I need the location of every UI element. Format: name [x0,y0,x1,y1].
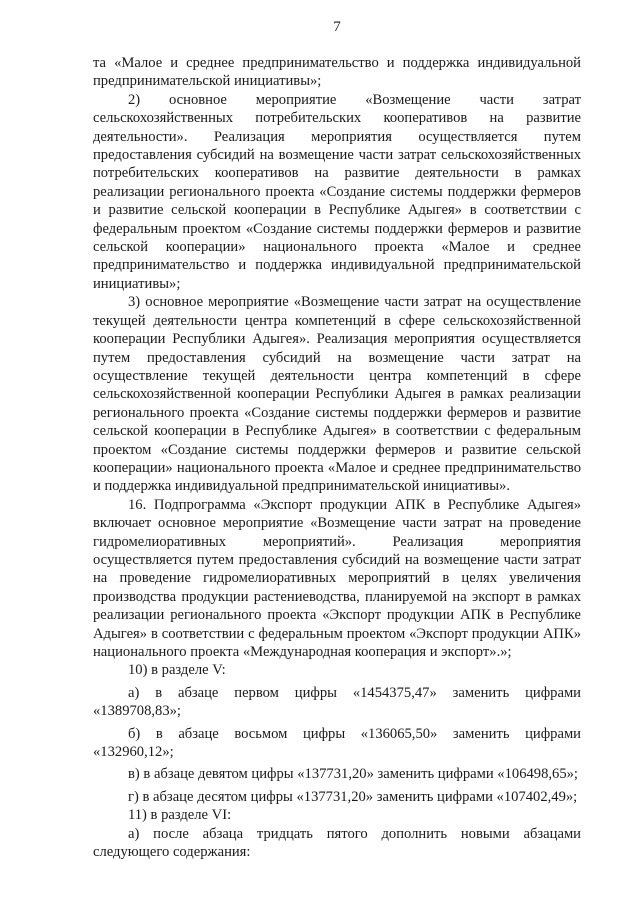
page-number: 7 [333,19,341,35]
paragraph-section-v-d: г) в абзаце десятом цифры «137731,20» заменить цифрами «107402,49»; [128,788,578,805]
paragraph-section-v-b: б) в абзаце восьмом цифры «136065,50» заменить цифрами «132960,12»; [93,725,581,761]
paragraph-section-v-a: а) в абзаце первом цифры «1454375,47» заменить цифрами «1389708,83»; [93,684,581,720]
paragraph-item-3: 3) основное мероприятие «Возмещение части затрат на осуществление текущей деятельности центра компетенций в сфере сельскохозяйственной кооперации Республики Адыгея». Реализация мероприятия осуществляется путем предоставления субсидий на возмещение части затрат на осуществление текущей деятельности центра компетенций в сфере сельскохозяйственной кооперации Республики Адыгея в рамках реализации регионального проекта «Создание системы поддержки фермеров и развитие сельской кооперации в Республике Адыгея» в соответствии с федеральным проектом «Создание системы поддержки фермеров и развитие сельской кооперации» национального проекта «Малое и среднее предпринимательство и поддержка индивидуальной предпринимательской инициативы». [93,294,581,495]
paragraph-section-vi-a: а) после абзаца тридцать пятого дополнить новыми абзацами следующего содержания: [93,825,581,861]
paragraph-section-vi: 11) в разделе VI: [128,807,232,824]
paragraph-section-16: 16. Подпрограмма «Экспорт продукции АПК в Республике Адыгея» включает основное мероприятие «Возмещение части затрат на проведение гидромелиоративных мероприятий». Реализация мероприятия осуществляется путем предоставления субсидий на возмещение части затрат на проведение гидромелиоративных мероприятий в целях увеличения производства продукции растениеводства, планируемой на экспорт в рамках реализации регионального проекта «Экспорт продукции АПК в Республике Адыгея» в соответствии с федеральным проектом «Экспорт продукции АПК» национального проекта «Международная кооперация и экспорт».»; [93,496,581,660]
paragraph-section-v-c: в) в абзаце девятом цифры «137731,20» заменить цифрами «106498,65»; [128,766,578,783]
paragraph-item-2: 2) основное мероприятие «Возмещение части затрат сельскохозяйственных потребительских кооперативов на развитие деятельности». Реализация мероприятия осуществляется путем предоставления субсидий на возмещение части затрат сельскохозяйственных потребительских кооперативов на развитие деятельности в рамках реализации регионального проекта «Создание системы поддержки фермеров и развитие сельской кооперации в Республике Адыгея» в соответствии с федеральным проектом «Создание системы поддержки фермеров и развитие сельской кооперации» национального проекта «Малое и среднее предпринимательство и поддержка индивидуальной предпринимательской инициативы»; [93,91,581,292]
paragraph-section-v: 10) в разделе V: [128,662,226,679]
paragraph-continuation: та «Малое и среднее предпринимательство и поддержка индивидуальной предпринимательской инициативы»; [93,55,581,90]
document-body [93,54,581,861]
